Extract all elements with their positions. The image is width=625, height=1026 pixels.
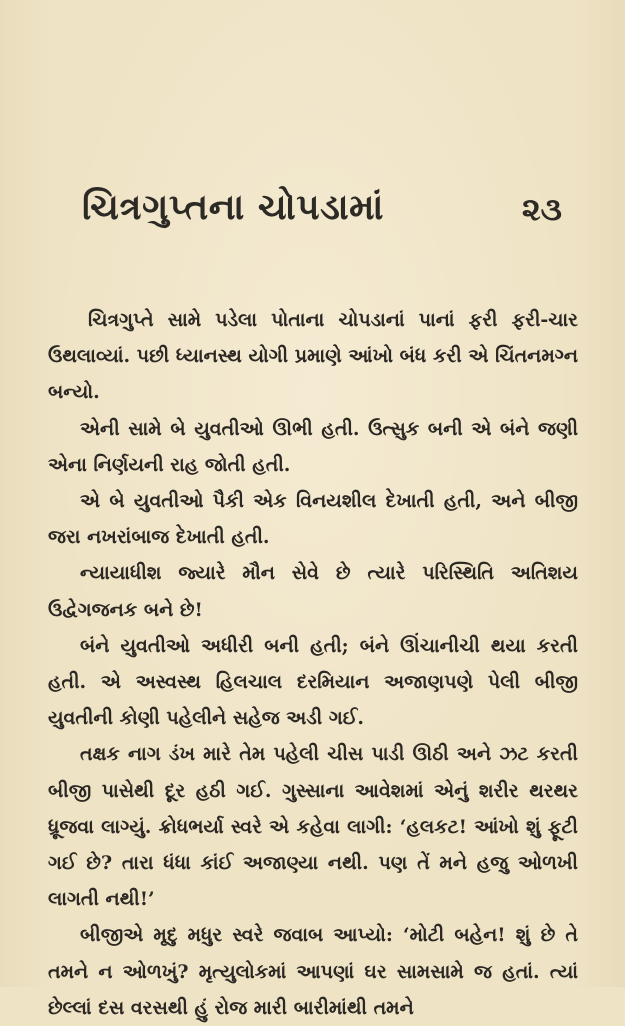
chapter-header <box>82 186 562 246</box>
paragraph: તક્ષક નાગ ડંખ મારે તેમ પહેલી ચીસ પાડી ઊઠી અને ઝટ કરતી બીજી પાસેથી દૂર હઠી ગઈ. ગુસ્સાના આવેશમાં એનું શરીર થરથર ધ્રૂજવા લાગ્યું. ક્રોધભર્યા સ્વરે એ કહેવા લાગી: ‘હલકટ! આંખો શું ફૂટી ગઈ છે? તારા ધંધા કાંઈ અજાણ્યા નથી. પણ તેં મને હજુ ઓળખી લાગતી નથી!’ <box>48 743 578 911</box>
chapter-title: ચિત્રગુપ્તના ચોપડામાં <box>82 186 384 228</box>
paragraph: ચિત્રગુપ્તે સામે પડેલા પોતાના ચોપડાનાં પાનાં ફરી ફરી-ચાર ઉથલાવ્યાં. પછી ધ્યાનસ્થ યોગી પ્રમાણે આંખો બંધ કરી એ ચિંતનમગ્ન બન્યો. <box>48 309 578 404</box>
paragraph: બીજીએ મૃદુ મધુર સ્વરે જવાબ આપ્યો: ‘મોટી બહેન! શું છે તે તમને ન ઓળખું? મૃત્યુલોકમાં આપણાં ઘર સામસામે જ હતાં. ત્યાં છેલ્લાં દસ વરસથી હું રોજ મારી બારીમાંથી તમને <box>48 924 578 1019</box>
paragraph: એની સામે બે યુવતીઓ ઊભી હતી. ઉત્સુક બની એ બંને જણી એના નિર્ણયની રાહ જોતી હતી. <box>48 417 578 476</box>
body-text <box>48 302 578 1026</box>
paragraph: બંને યુવતીઓ અધીરી બની હતી; બંને ઊંચાનીચી થયા કરતી હતી. એ અસ્વસ્થ હિલચાલ દરમિયાન અજાણપણે પેલી બીજી યુવતીની કોણી પહેલીને સહેજ અડી ગઈ. <box>48 634 578 730</box>
paragraph: ન્યાયાધીશ જ્યારે મૌન સેવે છે ત્યારે પરિસ્થિતિ અતિશય ઉદ્વેગજનક બને છે! <box>48 562 578 621</box>
page-number: ૨૩ <box>521 190 562 228</box>
paragraph: એ બે યુવતીઓ પૈકી એક વિનયશીલ દેખાતી હતી, અને બીજી જરા નખરાંબાજ દેખાતી હતી. <box>48 490 578 549</box>
